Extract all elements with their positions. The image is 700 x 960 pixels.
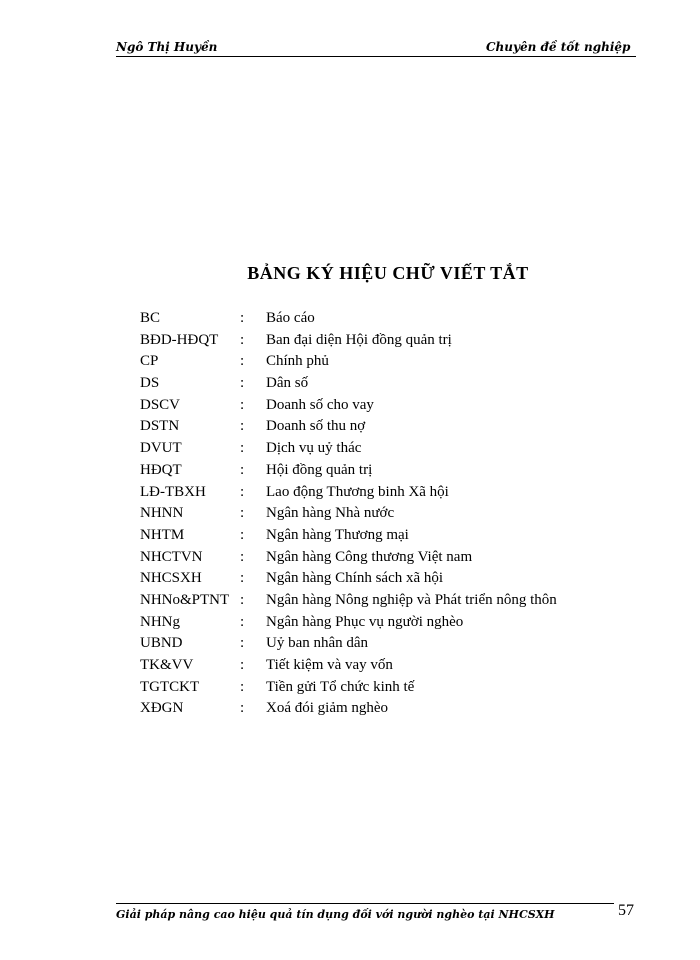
definition: Xoá đói giảm nghèo [266, 700, 389, 717]
abbreviation: LĐ-TBXH [140, 483, 206, 500]
abbreviation: DSTN [140, 418, 180, 435]
list-item [140, 677, 660, 699]
list-item [140, 698, 660, 720]
definition: Hội đồng quản trị [266, 461, 373, 478]
list-item [140, 568, 660, 590]
separator: : [240, 461, 245, 478]
definition: Ngân hàng Công thương Việt nam [266, 548, 473, 565]
abbreviation: BC [140, 310, 161, 326]
definition: Ngân hàng Thương mại [266, 526, 409, 543]
list-item [140, 351, 660, 373]
definition: Dịch vụ uỷ thác [266, 440, 362, 457]
separator: : [240, 505, 245, 522]
separator: : [240, 440, 245, 457]
definition: Ngân hàng Nhà nước [266, 505, 395, 522]
definition: Doanh số cho vay [266, 396, 374, 413]
definition: Ngân hàng Chính sách xã hội [266, 570, 444, 587]
definition: Doanh số thu nợ [266, 418, 366, 435]
list-item [140, 373, 660, 395]
header-doc-type: Chuyên đề tốt nghiệp [486, 40, 631, 54]
definition: Ngân hàng Phục vụ người nghèo [266, 613, 464, 630]
list-item [140, 308, 660, 330]
abbreviation: NHTM [140, 526, 185, 543]
separator: : [240, 353, 245, 370]
list-item [140, 482, 660, 504]
abbreviation: NHCTVN [140, 548, 203, 565]
list-item [140, 460, 660, 482]
separator: : [240, 635, 245, 652]
separator: : [240, 548, 245, 565]
header-author: Ngô Thị Huyền [116, 40, 218, 54]
abbreviation: NHNo&PTNT [140, 591, 230, 608]
abbreviation: BĐD-HĐQT [140, 331, 219, 348]
list-item [140, 503, 660, 525]
list-item [140, 655, 660, 677]
list-item [140, 416, 660, 438]
list-item [140, 547, 660, 569]
separator: : [240, 396, 245, 413]
abbreviation: HĐQT [140, 461, 182, 478]
abbreviation: TGTCKT [140, 678, 200, 695]
list-item [140, 633, 660, 655]
separator: : [240, 418, 245, 435]
definition: Lao động Thương binh Xã hội [266, 483, 449, 500]
list-item [140, 612, 660, 634]
definition: Báo cáo [266, 310, 315, 326]
definition: Tiền gửi Tổ chức kinh tế [266, 678, 415, 695]
separator: : [240, 526, 245, 543]
separator: : [240, 375, 245, 392]
abbreviation: DS [140, 375, 160, 392]
separator: : [240, 613, 245, 630]
footer-rule [116, 903, 614, 904]
separator: : [240, 483, 245, 500]
page-number: 57 [618, 902, 634, 919]
abbreviation: CP [140, 353, 159, 370]
abbreviation: DSCV [140, 396, 181, 413]
abbreviation: NHCSXH [140, 570, 202, 587]
footer-title: Giải pháp nâng cao hiệu quả tín dụng đối với người nghèo tại NHCSXH [116, 908, 555, 921]
list-item [140, 525, 660, 547]
abbreviation: XĐGN [140, 700, 184, 717]
definition: Chính phủ [266, 353, 329, 370]
abbreviation: NHNg [140, 613, 180, 630]
page-title: BẢNG KÝ HIỆU CHỮ VIẾT TẮT [247, 263, 529, 283]
abbreviation: DVUT [140, 440, 182, 457]
list-item [140, 330, 660, 352]
list-item [140, 590, 660, 612]
list-item [140, 438, 660, 460]
abbreviation: NHNN [140, 505, 184, 522]
separator: : [240, 678, 245, 695]
header-rule [116, 56, 636, 57]
abbreviation: UBND [140, 635, 183, 652]
separator: : [240, 310, 245, 326]
separator: : [240, 657, 245, 673]
abbreviation-list [140, 308, 660, 720]
separator: : [240, 591, 245, 608]
list-item [140, 395, 660, 417]
separator: : [240, 570, 245, 587]
definition: Uỷ ban nhân dân [266, 635, 369, 652]
separator: : [240, 700, 245, 717]
definition: Ngân hàng Nông nghiệp và Phát triển nông thôn [266, 591, 557, 608]
abbreviation: TK&VV [140, 657, 194, 673]
definition: Dân số [266, 375, 309, 392]
definition: Tiết kiệm và vay vốn [266, 657, 393, 673]
definition: Ban đại diện Hội đồng quản trị [266, 331, 452, 348]
separator: : [240, 331, 245, 348]
